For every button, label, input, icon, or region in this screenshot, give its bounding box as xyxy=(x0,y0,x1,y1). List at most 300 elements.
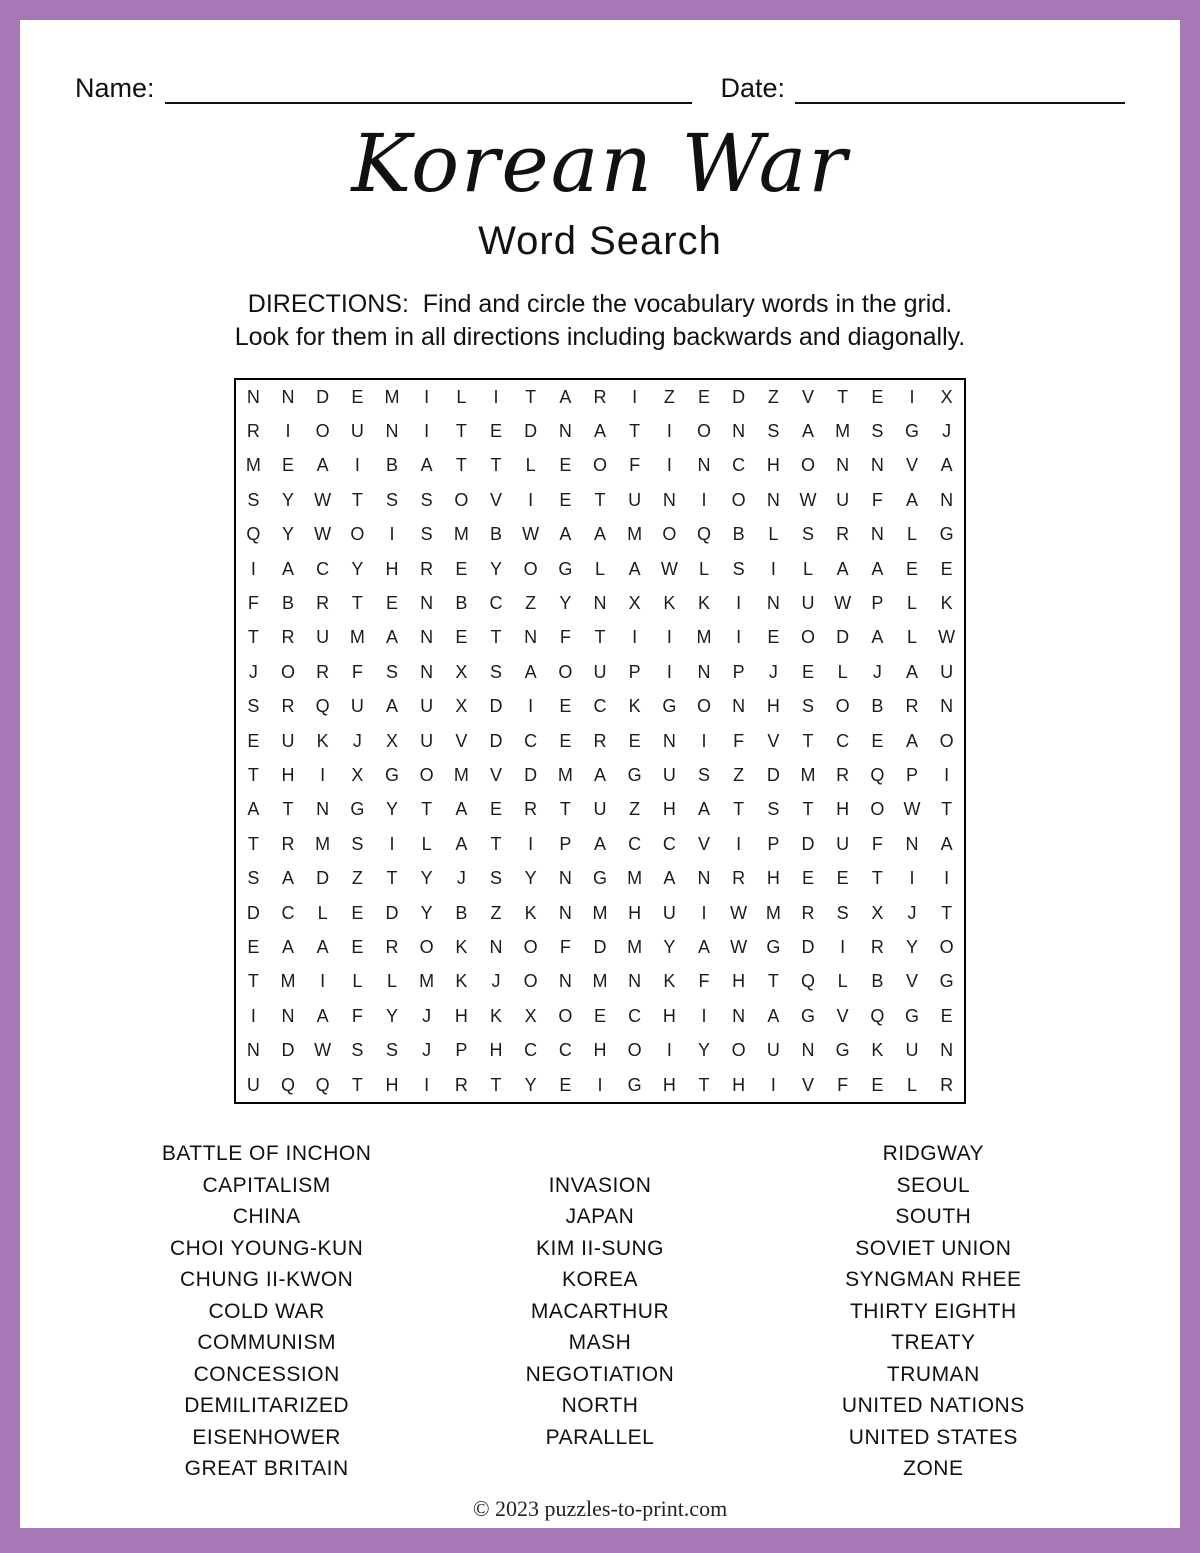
word-list-item: EISENHOWER xyxy=(192,1425,341,1449)
grid-cell: S xyxy=(247,696,260,717)
grid-cell: L xyxy=(906,593,917,614)
word-list xyxy=(100,1138,1100,1485)
grid-cell: G xyxy=(350,799,365,820)
grid-cell: R xyxy=(385,936,399,957)
word-list-column-1 xyxy=(100,1138,433,1485)
word-list-item: THIRTY EIGHTH xyxy=(849,1299,1017,1323)
grid-cell: G xyxy=(627,764,642,785)
grid-cell: Z xyxy=(629,799,641,820)
grid-cell: O xyxy=(800,627,815,648)
grid-cell: R xyxy=(940,1074,954,1095)
grid-cell: H xyxy=(454,1005,468,1026)
grid-cell: E xyxy=(281,455,294,476)
grid-cell: L xyxy=(386,971,397,992)
grid-cell: I xyxy=(701,489,707,510)
grid-cell: U xyxy=(350,421,364,442)
grid-cell: R xyxy=(281,627,295,648)
grid-cell: Y xyxy=(905,936,918,957)
grid-cell: D xyxy=(801,936,815,957)
grid-cell: Q xyxy=(315,1074,330,1095)
date-label: Date: xyxy=(720,73,785,103)
grid-cell: N xyxy=(316,799,330,820)
grid-cell: A xyxy=(559,386,572,407)
grid-cell: F xyxy=(733,730,745,751)
grid-cell: L xyxy=(456,386,467,407)
word-list-column-2 xyxy=(433,1138,766,1485)
grid-cell: N xyxy=(697,455,711,476)
grid-cell: F xyxy=(559,627,571,648)
grid-cell: A xyxy=(455,833,468,854)
grid-cell: W xyxy=(314,1040,332,1061)
grid-cell: K xyxy=(663,971,676,992)
grid-cell: S xyxy=(420,489,433,510)
grid-cell: T xyxy=(837,386,849,407)
grid-cell: Y xyxy=(559,593,572,614)
grid-cell: E xyxy=(247,730,260,751)
grid-cell: C xyxy=(836,730,850,751)
grid-cell: T xyxy=(733,799,745,820)
grid-cell: N xyxy=(732,1005,746,1026)
grid-cell: H xyxy=(385,558,399,579)
grid-cell: A xyxy=(316,936,329,957)
grid-cell: A xyxy=(316,455,329,476)
grid-cell: G xyxy=(384,764,399,785)
grid-cell: Q xyxy=(246,524,261,545)
grid-cell: P xyxy=(767,833,780,854)
grid-cell: J xyxy=(422,1005,432,1026)
grid-cell: R xyxy=(316,593,330,614)
grid-cell: J xyxy=(422,1040,432,1061)
grid-cell: O xyxy=(454,489,469,510)
grid-cell: Y xyxy=(281,489,294,510)
grid-cell: I xyxy=(701,1005,707,1026)
grid-cell: M xyxy=(384,386,400,407)
grid-cell: K xyxy=(455,971,468,992)
grid-cell: V xyxy=(767,730,780,751)
grid-cell: X xyxy=(455,696,468,717)
grid-cell: V xyxy=(697,833,710,854)
grid-cell: E xyxy=(455,627,468,648)
word-list-item: PARALLEL xyxy=(545,1425,655,1449)
grid-cell: N xyxy=(593,593,607,614)
word-list-item: RIDGWAY xyxy=(882,1142,985,1166)
grid-cell: T xyxy=(525,386,537,407)
grid-cell: A xyxy=(593,524,606,545)
grid-cell: U xyxy=(905,1040,919,1061)
grid-cell: I xyxy=(250,1005,256,1026)
grid-cell: E xyxy=(871,386,884,407)
grid-cell: T xyxy=(247,764,259,785)
grid-cell: N xyxy=(940,489,954,510)
grid-cell: M xyxy=(280,971,296,992)
grid-cell: H xyxy=(593,1040,607,1061)
grid-cell: T xyxy=(351,593,363,614)
grid-cell: L xyxy=(906,627,917,648)
grid-cell: R xyxy=(732,868,746,889)
grid-cell: Z xyxy=(525,593,537,614)
grid-cell: F xyxy=(698,971,710,992)
page-title: Korean War xyxy=(351,117,849,210)
grid-cell: E xyxy=(628,730,641,751)
grid-cell: N xyxy=(662,730,676,751)
grid-cell: S xyxy=(420,524,433,545)
grid-cell: W xyxy=(314,524,332,545)
grid-cell: I xyxy=(840,936,846,957)
grid-cell: E xyxy=(559,1074,572,1095)
grid-cell: H xyxy=(281,764,295,785)
word-list-item: SOUTH xyxy=(895,1205,972,1229)
grid-cell: N xyxy=(766,489,780,510)
grid-cell: W xyxy=(730,902,748,923)
directions xyxy=(20,288,1180,354)
grid-cell: L xyxy=(768,524,779,545)
grid-cell: A xyxy=(697,936,710,957)
grid-cell: X xyxy=(455,661,468,682)
grid-cell: I xyxy=(701,902,707,923)
grid-cell: N xyxy=(628,971,642,992)
name-label: Name: xyxy=(75,73,155,103)
grid-cell: N xyxy=(385,421,399,442)
grid-cell: X xyxy=(524,1005,537,1026)
grid-cell: I xyxy=(354,455,360,476)
grid-cell: O xyxy=(800,455,815,476)
grid-cell: D xyxy=(489,730,503,751)
grid-cell: F xyxy=(629,455,641,476)
grid-cell: O xyxy=(939,730,954,751)
grid-cell: G xyxy=(766,936,781,957)
grid-cell: A xyxy=(420,455,433,476)
grid-cell: J xyxy=(872,661,882,682)
date-fill-line[interactable] xyxy=(795,74,1125,104)
grid-cell: Q xyxy=(280,1074,295,1095)
grid-cell: K xyxy=(628,696,641,717)
directions-line-2: Look for them in all directions including backwards and diagonally. xyxy=(234,323,966,351)
grid-cell: C xyxy=(593,696,607,717)
grid-cell: N xyxy=(420,627,434,648)
grid-cell: I xyxy=(909,386,915,407)
grid-cell: O xyxy=(558,661,573,682)
grid-cell: A xyxy=(836,558,849,579)
grid-cell: M xyxy=(800,764,816,785)
grid-cell: A xyxy=(905,489,918,510)
grid-cell: G xyxy=(558,558,573,579)
grid-cell: O xyxy=(627,1040,642,1061)
grid-cell: T xyxy=(594,627,606,648)
grid-cell: Y xyxy=(524,1074,537,1095)
grid-cell: M xyxy=(453,764,469,785)
grid-cell: N xyxy=(766,593,780,614)
grid-cell: Q xyxy=(696,524,711,545)
grid-cell: G xyxy=(592,868,607,889)
grid-cell: I xyxy=(701,730,707,751)
grid-cell: E xyxy=(247,936,260,957)
grid-cell: G xyxy=(904,421,919,442)
grid-cell: N xyxy=(801,1040,815,1061)
grid-cell: F xyxy=(837,1074,849,1095)
grid-cell: I xyxy=(493,386,499,407)
grid-cell: N xyxy=(870,524,884,545)
grid-cell: T xyxy=(941,902,953,923)
grid-cell: A xyxy=(871,627,884,648)
grid-cell: Y xyxy=(351,558,364,579)
grid-cell: T xyxy=(767,971,779,992)
grid-cell: I xyxy=(944,868,950,889)
grid-cell: O xyxy=(523,971,538,992)
grid-cell: R xyxy=(524,799,538,820)
grid-cell: D xyxy=(281,1040,295,1061)
grid-cell: T xyxy=(247,833,259,854)
grid-cell: G xyxy=(939,971,954,992)
grid-cell: A xyxy=(628,558,641,579)
grid-cell: G xyxy=(800,1005,815,1026)
grid-cell: S xyxy=(767,799,780,820)
word-list-item: DEMILITARIZED xyxy=(184,1394,350,1418)
grid-cell: I xyxy=(424,1074,430,1095)
grid-cell: X xyxy=(385,730,398,751)
grid-cell: W xyxy=(938,627,956,648)
grid-cell: R xyxy=(420,558,434,579)
grid-cell: U xyxy=(593,661,607,682)
grid-cell: O xyxy=(731,489,746,510)
grid-cell: P xyxy=(628,661,641,682)
grid-cell: S xyxy=(385,489,398,510)
grid-cell: E xyxy=(836,868,849,889)
grid-cell: U xyxy=(940,661,954,682)
grid-cell: N xyxy=(246,1040,260,1061)
grid-cell: L xyxy=(698,558,709,579)
grid-cell: R xyxy=(836,524,850,545)
grid-cell: E xyxy=(559,696,572,717)
grid-cell: U xyxy=(628,489,642,510)
grid-cell: Q xyxy=(870,1005,885,1026)
grid-cell: T xyxy=(490,455,502,476)
grid-cell: I xyxy=(666,627,672,648)
grid-cell: N xyxy=(489,936,503,957)
grid-cell: D xyxy=(593,936,607,957)
grid-cell: I xyxy=(250,558,256,579)
grid-cell: R xyxy=(593,386,607,407)
grid-cell: I xyxy=(666,455,672,476)
grid-cell: R xyxy=(281,833,295,854)
grid-cell: J xyxy=(456,868,466,889)
grid-cell: X xyxy=(628,593,641,614)
grid-cell: I xyxy=(285,421,291,442)
grid-cell: E xyxy=(559,455,572,476)
grid-cell: A xyxy=(593,833,606,854)
grid-cell: G xyxy=(939,524,954,545)
grid-cell: M xyxy=(592,902,608,923)
grid-cell: R xyxy=(281,696,295,717)
grid-cell: N xyxy=(697,661,711,682)
grid-cell: L xyxy=(421,833,432,854)
grid-cell: E xyxy=(455,558,468,579)
grid-cell: W xyxy=(522,524,540,545)
grid-cell: E xyxy=(351,902,364,923)
grid-cell: F xyxy=(871,489,883,510)
grid-cell: L xyxy=(802,558,813,579)
grid-cell: S xyxy=(732,558,745,579)
grid-cell: T xyxy=(559,799,571,820)
grid-cell: T xyxy=(247,971,259,992)
grid-cell: U xyxy=(420,696,434,717)
grid-cell: F xyxy=(351,1005,363,1026)
grid-cell: M xyxy=(627,868,643,889)
grid-cell: Q xyxy=(800,971,815,992)
grid-cell: F xyxy=(247,593,259,614)
grid-cell: O xyxy=(870,799,885,820)
grid-cell: O xyxy=(696,421,711,442)
grid-cell: N xyxy=(697,868,711,889)
word-list-item: COMMUNISM xyxy=(197,1331,336,1355)
grid-cell: B xyxy=(871,971,884,992)
word-list-item: MACARTHUR xyxy=(530,1299,670,1323)
grid-cell: E xyxy=(801,868,814,889)
grid-cell: A xyxy=(455,799,468,820)
word-list-item: BATTLE OF INCHON xyxy=(161,1142,372,1166)
grid-cell: H xyxy=(662,1005,676,1026)
grid-cell: H xyxy=(628,902,642,923)
grid-cell: C xyxy=(628,833,642,854)
grid-cell: N xyxy=(836,455,850,476)
grid-cell: D xyxy=(316,386,330,407)
grid-cell: S xyxy=(247,489,260,510)
grid-cell: D xyxy=(524,421,538,442)
grid-cell: O xyxy=(662,524,677,545)
grid-cell: J xyxy=(352,730,362,751)
grid-cell: B xyxy=(455,593,468,614)
grid-cell: K xyxy=(524,902,537,923)
grid-cell: H xyxy=(732,1074,746,1095)
grid-cell: L xyxy=(837,971,848,992)
grid-cell: T xyxy=(351,1074,363,1095)
grid-cell: E xyxy=(489,421,502,442)
grid-cell: T xyxy=(802,799,814,820)
grid-cell: D xyxy=(801,833,815,854)
word-list-item: CAPITALISM xyxy=(202,1173,331,1197)
grid-cell: O xyxy=(523,936,538,957)
grid-cell: N xyxy=(246,386,260,407)
grid-cell: D xyxy=(316,868,330,889)
grid-cell: C xyxy=(489,593,503,614)
word-list-item: NEGOTIATION xyxy=(525,1362,675,1386)
grid-cell: O xyxy=(696,696,711,717)
grid-cell: O xyxy=(558,1005,573,1026)
name-fill-line[interactable] xyxy=(165,74,693,104)
grid-cell: O xyxy=(315,421,330,442)
grid-cell: P xyxy=(871,593,884,614)
word-list-item: JAPAN xyxy=(565,1205,635,1229)
grid-cell: R xyxy=(801,902,815,923)
grid-cell: E xyxy=(801,661,814,682)
grid-cell: M xyxy=(592,971,608,992)
grid-cell: A xyxy=(593,764,606,785)
word-list-item: CHUNG II-KWON xyxy=(180,1268,354,1292)
grid-cell: I xyxy=(736,627,742,648)
grid-cell: L xyxy=(906,1074,917,1095)
grid-cell: D xyxy=(732,386,746,407)
grid-cell: M xyxy=(835,421,851,442)
grid-cell: A xyxy=(801,421,814,442)
grid-cell: F xyxy=(559,936,571,957)
grid-cell: H xyxy=(662,1074,676,1095)
grid-cell: H xyxy=(836,799,850,820)
grid-cell: S xyxy=(871,421,884,442)
grid-cell: C xyxy=(524,1040,538,1061)
grid-cell: G xyxy=(627,1074,642,1095)
grid-cell: C xyxy=(316,558,330,579)
grid-cell: E xyxy=(871,730,884,751)
grid-cell: S xyxy=(767,421,780,442)
word-search-grid xyxy=(234,378,966,1104)
word-list-item: MASH xyxy=(568,1331,632,1355)
grid-cell: O xyxy=(350,524,365,545)
grid-cell: K xyxy=(697,593,710,614)
grid-cell: M xyxy=(349,627,365,648)
grid-cell: W xyxy=(730,936,748,957)
grid-cell: E xyxy=(385,593,398,614)
grid-cell: O xyxy=(939,936,954,957)
grid-cell: O xyxy=(419,764,434,785)
grid-cell: W xyxy=(660,558,678,579)
word-list-item: GREAT BRITAIN xyxy=(184,1457,349,1481)
grid-cell: K xyxy=(871,1040,884,1061)
grid-cell: Y xyxy=(489,558,502,579)
grid-cell: D xyxy=(246,902,260,923)
grid-cell: V xyxy=(801,386,814,407)
grid-cell: P xyxy=(905,764,918,785)
grid-cell: G xyxy=(904,1005,919,1026)
grid-cell: E xyxy=(940,558,953,579)
grid-cell: A xyxy=(247,799,260,820)
grid-cell: N xyxy=(558,868,572,889)
grid-cell: Z xyxy=(490,902,502,923)
grid-cell: W xyxy=(314,489,332,510)
grid-cell: Q xyxy=(870,764,885,785)
grid-cell: E xyxy=(871,1074,884,1095)
grid-cell: R xyxy=(870,936,884,957)
word-list-item: UNITED STATES xyxy=(848,1425,1018,1449)
grid-cell: A xyxy=(905,661,918,682)
grid-cell: Z xyxy=(767,386,779,407)
copyright-footer: © 2023 puzzles-to-print.com xyxy=(472,1496,728,1521)
grid-cell: A xyxy=(524,661,537,682)
grid-cell: V xyxy=(455,730,468,751)
grid-cell: A xyxy=(593,421,606,442)
grid-cell: A xyxy=(663,868,676,889)
grid-cell: A xyxy=(281,868,294,889)
word-list-item: UNITED NATIONS xyxy=(841,1394,1025,1418)
grid-cell: T xyxy=(247,627,259,648)
grid-cell: H xyxy=(766,868,780,889)
grid-cell: I xyxy=(770,558,776,579)
grid-cell: A xyxy=(905,730,918,751)
grid-cell: R xyxy=(246,421,260,442)
grid-cell: Z xyxy=(663,386,675,407)
grid-cell: S xyxy=(351,1040,364,1061)
word-list-item: SYNGMAN RHEE xyxy=(845,1268,1022,1292)
grid-cell: N xyxy=(524,627,538,648)
word-list-item: TREATY xyxy=(891,1331,976,1355)
grid-cell: N xyxy=(420,593,434,614)
grid-cell: I xyxy=(528,696,534,717)
grid-cell: Y xyxy=(420,902,433,923)
grid-cell: T xyxy=(490,833,502,854)
grid-cell: R xyxy=(454,1074,468,1095)
grid-cell: A xyxy=(281,558,294,579)
grid-cell: A xyxy=(385,696,398,717)
grid-cell: N xyxy=(558,902,572,923)
word-list-item: KIM II-SUNG xyxy=(535,1236,664,1260)
